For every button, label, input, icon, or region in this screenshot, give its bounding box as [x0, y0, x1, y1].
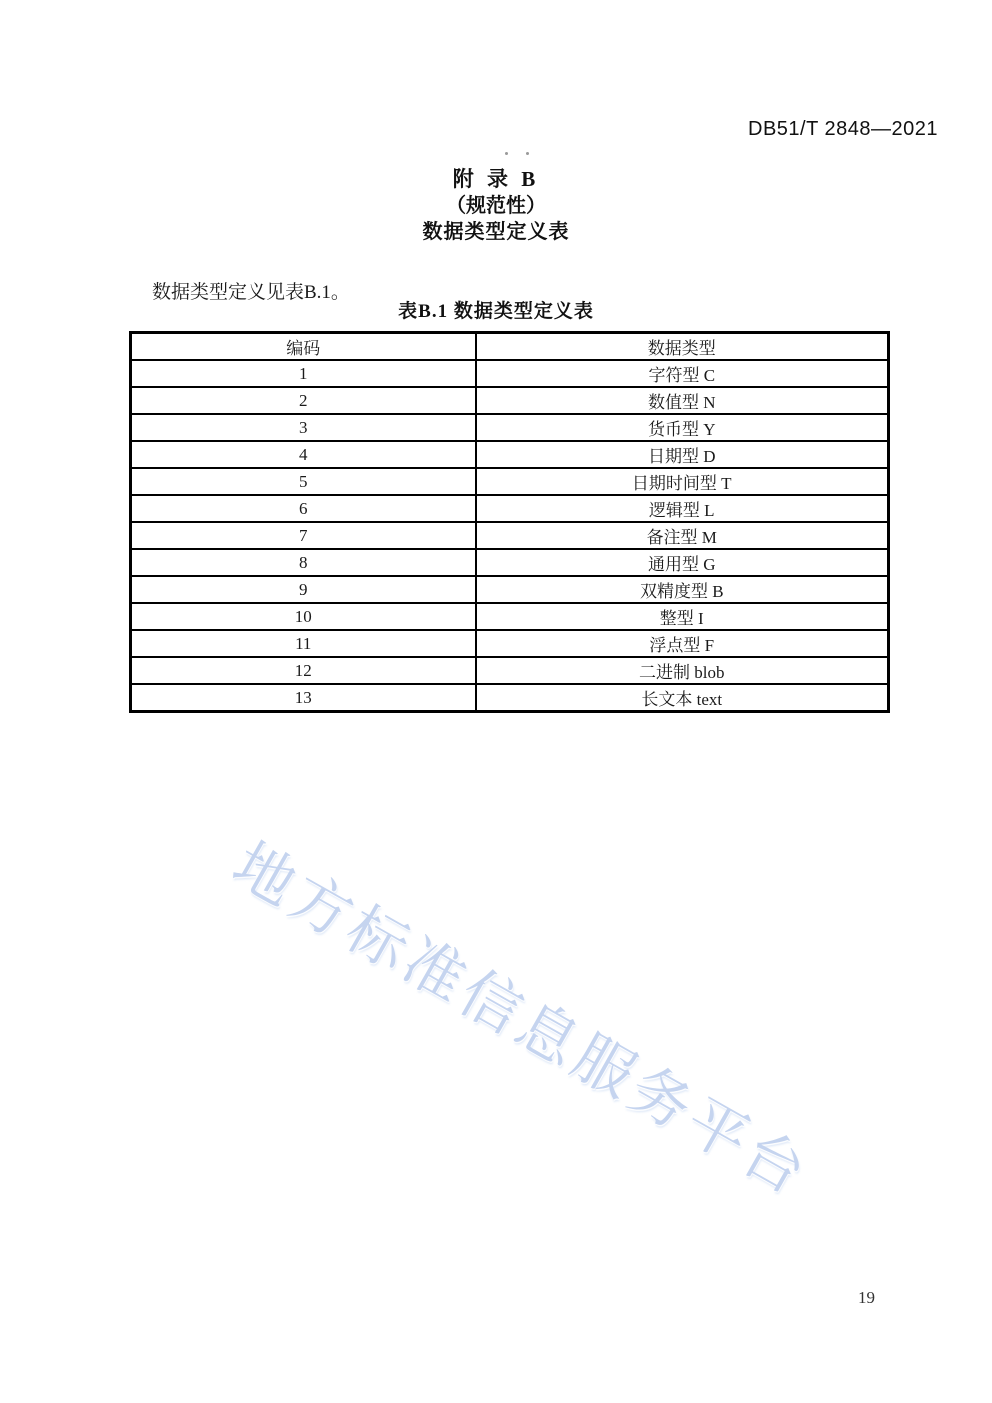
table-row	[131, 360, 889, 387]
appendix-title-block	[0, 166, 992, 245]
code-cell: 7	[131, 522, 476, 549]
appendix-normative-label: （规范性）	[446, 195, 546, 217]
code-cell: 12	[131, 657, 476, 684]
type-cell: 二进制 blob	[476, 657, 889, 684]
type-cell: 数值型 N	[476, 387, 889, 414]
data-type-table	[129, 331, 890, 713]
scan-speck-dots	[505, 152, 508, 155]
type-cell: 日期时间型 T	[476, 468, 889, 495]
code-cell: 8	[131, 549, 476, 576]
table-caption: 表B.1 数据类型定义表	[398, 301, 594, 322]
table-row	[131, 576, 889, 603]
page-number: 19	[858, 1288, 875, 1307]
appendix-subject-heading: 数据类型定义表	[422, 221, 570, 243]
code-cell: 5	[131, 468, 476, 495]
code-cell: 2	[131, 387, 476, 414]
table-row	[131, 630, 889, 657]
table-row	[131, 468, 889, 495]
watermark-text: 地方标准信息服务平台	[222, 831, 821, 1209]
table-header	[131, 333, 889, 361]
table-row	[131, 603, 889, 630]
table-row	[131, 414, 889, 441]
table-row	[131, 522, 889, 549]
table-row	[131, 387, 889, 414]
type-cell: 通用型 G	[476, 549, 889, 576]
type-cell: 浮点型 F	[476, 630, 889, 657]
column-header-type: 数据类型	[476, 333, 889, 361]
type-cell: 字符型 C	[476, 360, 889, 387]
code-cell: 4	[131, 441, 476, 468]
type-cell: 逻辑型 L	[476, 495, 889, 522]
appendix-heading: 附 录 B	[452, 167, 540, 191]
code-cell: 10	[131, 603, 476, 630]
type-cell: 日期型 D	[476, 441, 889, 468]
code-cell: 1	[131, 360, 476, 387]
type-cell: 货币型 Y	[476, 414, 889, 441]
table-row	[131, 549, 889, 576]
type-cell: 长文本 text	[476, 684, 889, 712]
table-header-row	[131, 333, 889, 361]
column-header-code: 编码	[131, 333, 476, 361]
code-cell: 3	[131, 414, 476, 441]
type-cell: 整型 I	[476, 603, 889, 630]
code-cell: 9	[131, 576, 476, 603]
intro-paragraph: 数据类型定义见表B.1。	[152, 282, 350, 303]
type-cell: 双精度型 B	[476, 576, 889, 603]
code-cell: 11	[131, 630, 476, 657]
code-cell: 6	[131, 495, 476, 522]
table-row	[131, 495, 889, 522]
table-row	[131, 441, 889, 468]
type-cell: 备注型 M	[476, 522, 889, 549]
table-body	[131, 360, 889, 712]
table-row	[131, 657, 889, 684]
document-code: DB51/T 2848—2021	[748, 118, 938, 140]
table-row	[131, 684, 889, 712]
code-cell: 13	[131, 684, 476, 712]
